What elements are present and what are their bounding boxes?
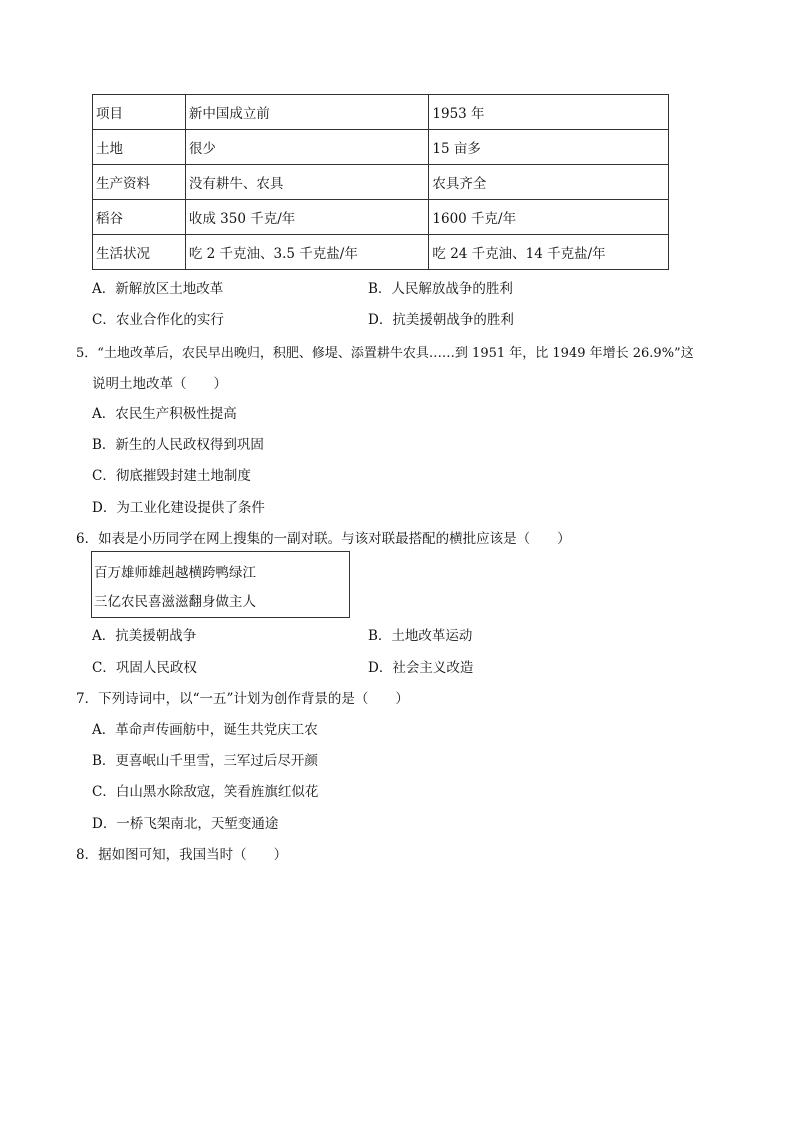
table-cell: 稻谷 [93,200,186,235]
q5-stem-line2: 说明土地改革（ ） [92,376,227,392]
q5-option-a: A．农民生产积极性提高 [92,406,237,422]
table-row [93,235,669,270]
q7-option-d: D．一桥飞架南北，天堑变通途 [92,816,279,832]
q5-option-d: D．为工业化建设提供了条件 [92,500,265,516]
table-row [93,95,669,130]
q4-option-d: D．抗美援朝战争的胜利 [368,312,514,328]
couplet-line-2: 三亿农民喜滋滋翻身做主人 [94,594,256,610]
table-cell: 吃 24 千克油、14 千克盐/年 [429,235,669,270]
q7-option-c: C．白山黑水除敌寇，笑看旌旗红似花 [92,784,319,800]
q4-option-c: C．农业合作化的实行 [92,312,224,328]
q5-option-c: C．彻底摧毁封建土地制度 [92,468,251,484]
table-cell: 15 亩多 [429,130,669,165]
table-cell: 1953 年 [429,95,669,130]
couplet-line-1: 百万雄师雄赳越横跨鸭绿江 [94,565,256,581]
q6-option-a: A．抗美援朝战争 [92,628,197,644]
table-row [93,130,669,165]
q8-stem: 8．据如图可知，我国当时（ ） [76,847,288,863]
q5-stem-line1: 5．“土地改革后，农民早出晚归，积肥、修堤、添置耕牛农具……到 1951 年，比 1949 年增长 26.9%”这 [76,346,694,361]
table-cell: 收成 350 千克/年 [185,200,429,235]
q6-stem: 6．如表是小历同学在网上搜集的一副对联。与该对联最搭配的横批应该是（ ） [76,531,571,547]
q6-option-b: B．土地改革运动 [368,628,473,644]
table-cell: 没有耕牛、农具 [185,165,429,200]
table-cell: 项目 [93,95,186,130]
table-cell: 吃 2 千克油、3.5 千克盐/年 [185,235,429,270]
table-cell: 农具齐全 [429,165,669,200]
table-cell: 1600 千克/年 [429,200,669,235]
q6-option-c: C．巩固人民政权 [92,660,197,676]
table-cell: 新中国成立前 [185,95,429,130]
q4-option-a: A．新解放区土地改革 [92,281,224,297]
couplet-box [91,551,350,618]
q7-stem: 7．下列诗词中，以“一五”计划为创作背景的是（ ） [76,691,409,707]
table-row [93,165,669,200]
table-row [93,200,669,235]
q7-option-b: B．更喜岷山千里雪，三军过后尽开颜 [92,753,318,769]
q6-option-d: D．社会主义改造 [368,660,474,676]
q5-option-b: B．新生的人民政权得到巩固 [92,437,264,453]
q4-option-b: B．人民解放战争的胜利 [368,281,513,297]
table-cell: 土地 [93,130,186,165]
comparison-table [92,94,669,270]
q7-option-a: A．革命声传画舫中，诞生共党庆工农 [92,722,318,738]
table-cell: 生产资料 [93,165,186,200]
table-cell: 很少 [185,130,429,165]
table-cell: 生活状况 [93,235,186,270]
